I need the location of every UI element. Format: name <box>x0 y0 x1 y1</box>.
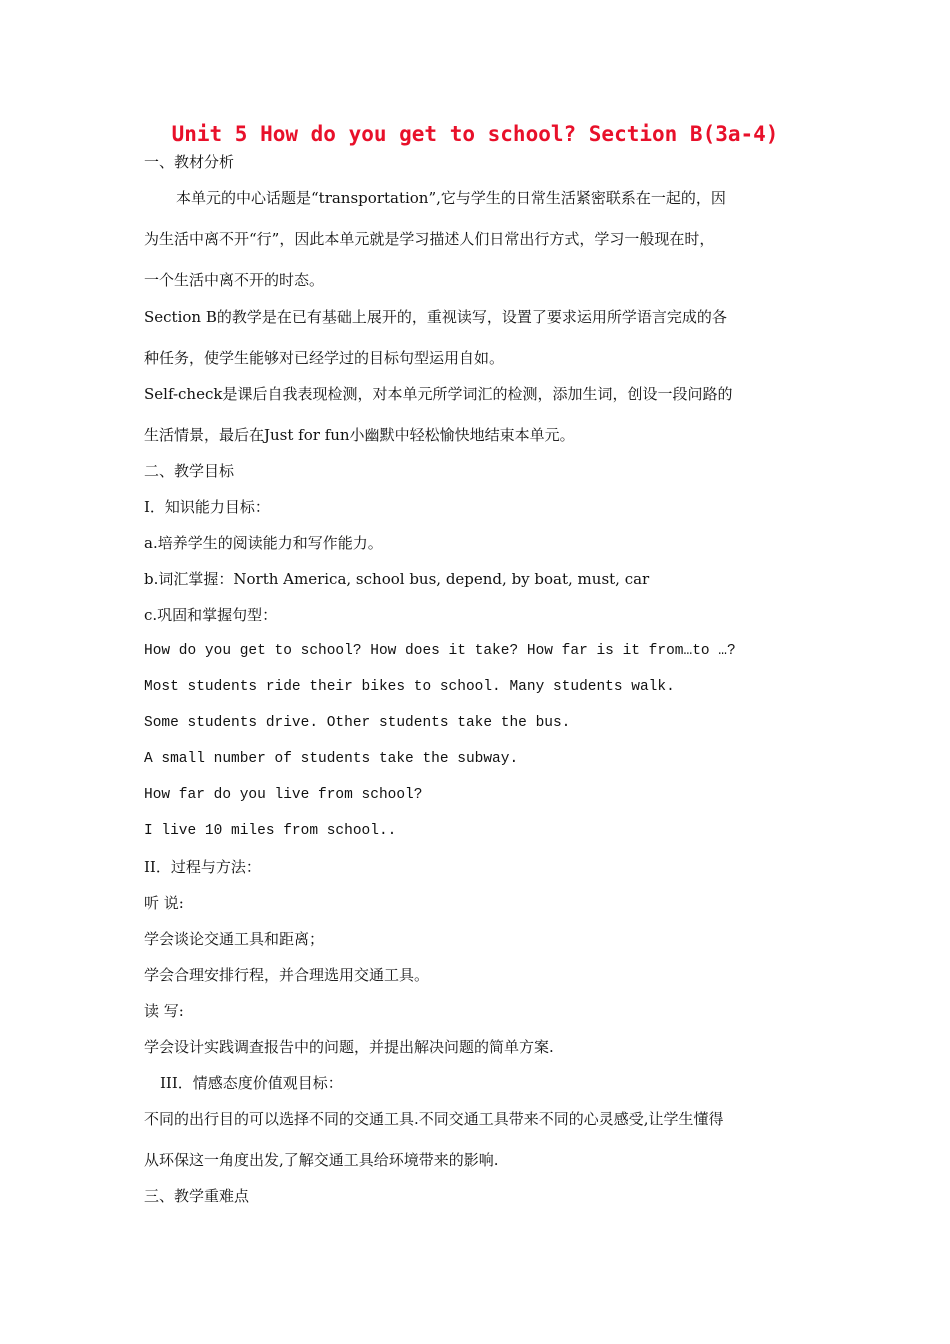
subheading-knowledge-goals: I．知识能力目标： <box>144 498 270 516</box>
sentence-pattern-line: How do you get to school? How does it take? How far is it from…to …? <box>144 643 736 659</box>
list-item: a.培养学生的阅读能力和写作能力。 <box>144 534 383 552</box>
paragraph-line: 本单元的中心话题是“transportation”,它与学生的日常生活紧密联系在一起的，因 <box>176 189 726 207</box>
sentence-pattern-line: A small number of students take the subway. <box>144 751 519 767</box>
paragraph-line: 一个生活中离不开的时态。 <box>144 271 325 289</box>
sentence-pattern-line: How far do you live from school? <box>144 787 423 803</box>
sentence-pattern-line: Some students drive. Other students take the bus. <box>144 715 571 731</box>
section-heading-teaching-goals: 二、教学目标 <box>144 462 235 480</box>
paragraph-line: Self-check是课后自我表现检测，对本单元所学词汇的检测，添加生词，创设一段问路的 <box>144 385 733 403</box>
paragraph-line: 不同的出行目的可以选择不同的交通工具.不同交通工具带来不同的心灵感受,让学生懂得 <box>144 1110 724 1128</box>
section-heading-key-points: 三、教学重难点 <box>144 1187 250 1205</box>
section-heading-textbook-analysis: 一、教材分析 <box>144 153 235 171</box>
paragraph-line: 学会谈论交通工具和距离； <box>144 930 325 948</box>
paragraph-line: 种任务，使学生能够对已经学过的目标句型运用自如。 <box>144 349 505 367</box>
subheading-emotional-goals: III．情感态度价值观目标： <box>160 1074 343 1092</box>
paragraph-line: Section B的教学是在已有基础上展开的，重视读写，设置了要求运用所学语言完成的各 <box>144 308 727 326</box>
paragraph-line: 生活情景，最后在Just for fun小幽默中轻松愉快地结束本单元。 <box>144 426 575 444</box>
list-item: c.巩固和掌握句型： <box>144 606 278 624</box>
paragraph-line: 学会设计实践调查报告中的问题，并提出解决问题的简单方案. <box>144 1038 554 1056</box>
paragraph-line: 从环保这一角度出发,了解交通工具给环境带来的影响. <box>144 1151 499 1169</box>
sentence-pattern-line: I live 10 miles from school.. <box>144 823 397 839</box>
paragraph-line: 学会合理安排行程，并合理选用交通工具。 <box>144 966 430 984</box>
paragraph-line: 为生活中离不开“行”，因此本单元就是学习描述人们日常出行方式，学习一般现在时， <box>144 230 715 248</box>
document-title: Unit 5 How do you get to school? Section B(3a-4) <box>171 122 779 146</box>
skill-label-listening-speaking: 听 说: <box>144 894 184 912</box>
subheading-process-methods: II．过程与方法： <box>144 858 261 876</box>
skill-label-reading-writing: 读 写: <box>144 1002 184 1020</box>
list-item: b.词汇掌握：North America, school bus, depend, by boat, must, car <box>144 570 650 588</box>
sentence-pattern-line: Most students ride their bikes to school. Many students walk. <box>144 679 675 695</box>
